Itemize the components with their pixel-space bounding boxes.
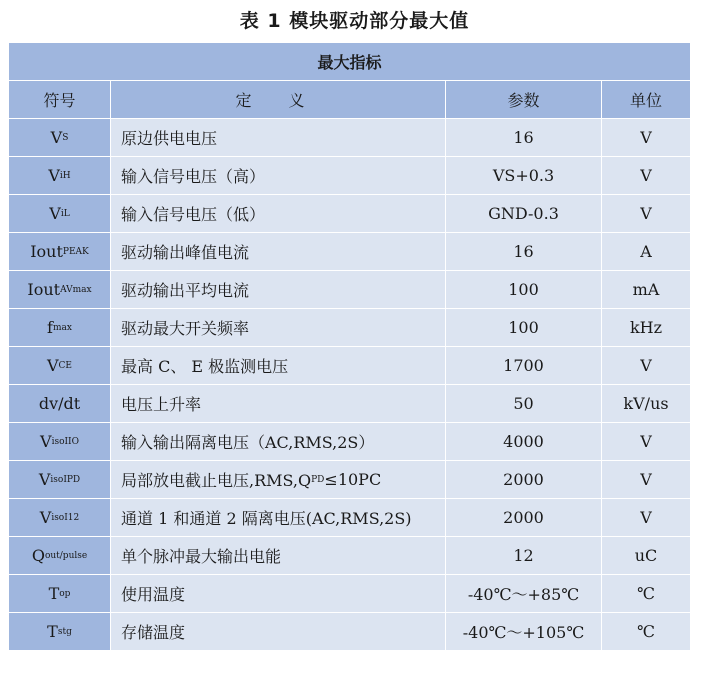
symbol-text: T	[48, 584, 60, 603]
unit-cell: V	[601, 157, 690, 194]
param-cell: 4000	[445, 423, 601, 460]
symbol-cell	[9, 309, 110, 346]
definition-text: 驱动最大开关频率	[121, 319, 250, 338]
param-cell: 100	[445, 309, 601, 346]
table-row	[9, 574, 690, 612]
table-row	[9, 536, 690, 574]
param-cell: 2000	[445, 499, 601, 536]
param-cell: 2000	[445, 461, 601, 498]
symbol-text: T	[47, 622, 58, 641]
symbol-subscript: iL	[60, 208, 70, 219]
symbol-cell	[9, 157, 110, 194]
symbol-subscript: AVmax	[60, 284, 92, 295]
definition-tail: ≤10PC	[324, 470, 382, 489]
definition-text: 输入信号电压（高）	[121, 167, 266, 186]
unit-cell: uC	[601, 537, 690, 574]
table-row	[9, 498, 690, 536]
symbol-cell	[9, 271, 110, 308]
symbol-text: V	[39, 508, 52, 527]
param-cell: 16	[445, 119, 601, 156]
param-cell: 12	[445, 537, 601, 574]
definition-cell	[110, 613, 445, 650]
symbol-cell	[9, 461, 110, 498]
definition-cell	[110, 347, 445, 384]
table-row	[9, 422, 690, 460]
param-cell: 50	[445, 385, 601, 422]
definition-text: 原边供电电压	[121, 129, 218, 148]
symbol-subscript: isoIPD	[50, 474, 81, 485]
symbol-text: V	[50, 128, 63, 147]
symbol-cell	[9, 195, 110, 232]
symbol-subscript: isoI12	[51, 512, 80, 523]
symbol-cell	[9, 119, 110, 156]
unit-cell: kV/us	[601, 385, 690, 422]
table-row	[9, 308, 690, 346]
param-cell: VS+0.3	[445, 157, 601, 194]
header-param: 参数	[445, 81, 601, 118]
param-cell: 1700	[445, 347, 601, 384]
definition-text: 使用温度	[121, 585, 186, 604]
definition-cell	[110, 423, 445, 460]
table-row	[9, 194, 690, 232]
symbol-text: V	[49, 204, 61, 223]
definition-cell	[110, 271, 445, 308]
definition-subscript: PD	[311, 474, 325, 485]
symbol-cell	[9, 613, 110, 650]
definition-cell	[110, 195, 445, 232]
symbol-cell	[9, 499, 110, 536]
header-row	[9, 80, 690, 118]
symbol-subscript: isoIIO	[51, 436, 79, 447]
unit-cell: V	[601, 195, 690, 232]
definition-text: 单个脉冲最大输出电能	[121, 547, 282, 566]
definition-cell	[110, 233, 445, 270]
symbol-subscript: CE	[58, 360, 73, 371]
symbol-text: f	[47, 318, 53, 337]
symbol-cell	[9, 233, 110, 270]
table-row	[9, 612, 690, 650]
header-unit: 单位	[601, 81, 690, 118]
definition-cell	[110, 119, 445, 156]
definition-text: 驱动输出平均电流	[121, 281, 250, 300]
table-caption: 表 1 模块驱动部分最大值	[239, 10, 470, 32]
symbol-text: Iout	[30, 242, 63, 261]
symbol-subscript: out/pulse	[44, 550, 88, 561]
unit-cell: A	[601, 233, 690, 270]
unit-cell: kHz	[601, 309, 690, 346]
symbol-subscript: PEAK	[62, 246, 89, 257]
param-cell: -40℃～+85℃	[445, 575, 601, 612]
symbol-text: V	[40, 432, 52, 451]
table-row	[9, 270, 690, 308]
symbol-cell	[9, 385, 110, 422]
definition-cell	[110, 309, 445, 346]
symbol-cell	[9, 537, 110, 574]
symbol-text: dv/dt	[38, 394, 81, 413]
max-ratings-table	[9, 43, 690, 650]
param-cell: 16	[445, 233, 601, 270]
definition-text: 最高 C、 E 极监测电压	[121, 357, 289, 376]
definition-cell	[110, 461, 445, 498]
param-cell: -40℃～+105℃	[445, 613, 601, 650]
table-title: 最大指标	[9, 43, 690, 80]
definition-cell	[110, 575, 445, 612]
symbol-cell	[9, 575, 110, 612]
unit-cell: V	[601, 461, 690, 498]
definition-cell	[110, 157, 445, 194]
symbol-text: V	[46, 356, 59, 375]
unit-cell: V	[601, 347, 690, 384]
table-row	[9, 232, 690, 270]
definition-text: 输入输出隔离电压（AC,RMS,2S）	[121, 433, 375, 452]
table-row	[9, 346, 690, 384]
unit-cell: ℃	[601, 575, 690, 612]
unit-cell: mA	[601, 271, 690, 308]
table-row	[9, 118, 690, 156]
table-row	[9, 156, 690, 194]
definition-cell	[110, 385, 445, 422]
symbol-subscript: iH	[59, 170, 71, 181]
symbol-subscript: op	[59, 588, 71, 599]
symbol-subscript: stg	[57, 626, 72, 637]
header-definition: 定 义	[110, 81, 445, 118]
definition-text: 局部放电截止电压,RMS,Q	[121, 471, 312, 490]
param-cell: GND-0.3	[445, 195, 601, 232]
definition-text: 存储温度	[121, 623, 186, 642]
symbol-cell	[9, 423, 110, 460]
table-row	[9, 384, 690, 422]
symbol-cell	[9, 347, 110, 384]
unit-cell: ℃	[601, 613, 690, 650]
symbol-text: Q	[31, 546, 45, 565]
symbol-text: V	[38, 470, 51, 489]
unit-cell: V	[601, 119, 690, 156]
definition-cell	[110, 499, 445, 536]
definition-text: 驱动输出峰值电流	[121, 243, 250, 262]
symbol-text: Iout	[27, 280, 61, 299]
unit-cell: V	[601, 499, 690, 536]
symbol-subscript: max	[52, 322, 72, 333]
definition-text: 输入信号电压（低）	[121, 205, 266, 224]
unit-cell: V	[601, 423, 690, 460]
table-row	[9, 460, 690, 498]
definition-text: 通道 1 和通道 2 隔离电压(AC,RMS,2S)	[121, 509, 412, 528]
symbol-text: V	[48, 166, 60, 185]
symbol-subscript: S	[62, 132, 69, 143]
param-cell: 100	[445, 271, 601, 308]
header-symbol: 符号	[9, 81, 110, 118]
definition-cell	[110, 537, 445, 574]
definition-text: 电压上升率	[121, 395, 202, 414]
